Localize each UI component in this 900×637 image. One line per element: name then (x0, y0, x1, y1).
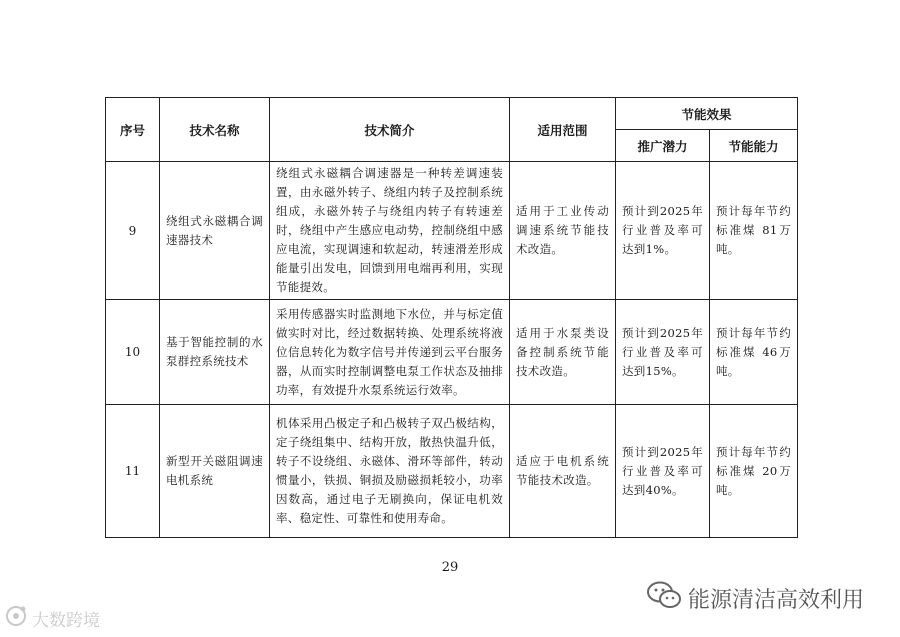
header-effect: 节能效果 (616, 98, 798, 130)
toutiao-logo-icon (4, 604, 28, 633)
table-row (106, 405, 798, 538)
watermark-left-text: 大数跨境 (32, 610, 100, 631)
row-tech-name: 基于智能控制的水泵群控系统技术 (166, 335, 263, 368)
header-potential: 推广潜力 (616, 130, 710, 162)
header-name: 技术名称 (160, 98, 270, 162)
row-no: 9 (106, 162, 160, 300)
row-tech-name: 新型开关磁阻调速电机系统 (166, 454, 263, 487)
energy-saving-tech-table (105, 97, 798, 538)
row-scope: 适应于电机系统节能技术改造。 (516, 454, 609, 487)
row-potential: 预计到2025年行业普及率可达到40%。 (622, 444, 703, 497)
row-scope: 适用于水泵类设备控制系统节能技术改造。 (516, 325, 609, 378)
header-capacity: 节能能力 (710, 130, 798, 162)
row-no: 10 (106, 300, 160, 405)
page-number: 29 (441, 560, 459, 575)
row-tech-name: 绕组式永磁耦合调速器技术 (166, 213, 263, 247)
row-tech-intro: 采用传感器实时监测地下水位，并与标定值做实时对比，经过数据转换、处理系统将液位信息转化为数字信号并传递到云平台服务器，从而实时控制调整电泵工作状态及抽排功率，有效提升水泵系统运行效率。 (276, 306, 503, 397)
row-capacity: 预计每年节约标准煤 81万吨。 (716, 204, 792, 256)
row-no: 11 (106, 405, 160, 538)
watermark-right (646, 581, 864, 615)
row-potential: 预计到2025年行业普及率可达到15%。 (622, 325, 703, 378)
row-potential: 预计到2025年行业普及率可达到1%。 (622, 204, 703, 256)
row-scope: 适用于工业传动调速系统节能技术改造。 (516, 204, 609, 256)
row-tech-intro: 绕组式永磁耦合调速器是一种转差调速装置，由永磁外转子、绕组内转子及控制系统组成，永磁外转子与绕组内转子有转速差时，绕组中产生感应电动势，控制绕组中感应电流，实现调速和软起动，转速滑差形成能量引出发电，回馈到用电端再利用，实现节能提效。 (276, 166, 503, 294)
watermark-right-text: 能源清洁高效利用 (688, 587, 865, 613)
row-capacity: 预计每年节约标准煤 20万吨。 (716, 444, 792, 497)
wechat-icon (646, 580, 682, 616)
table-row (106, 300, 798, 405)
watermark-left (4, 605, 100, 631)
row-capacity: 预计每年节约标准煤 46万吨。 (716, 325, 792, 378)
header-no: 序号 (106, 98, 160, 162)
row-tech-intro: 机体采用凸极定子和凸极转子双凸极结构，定子绕组集中、结构开放，散热快温升低，转子不设绕组、永磁体、滑环等部件，转动惯量小，铁损、铜损及励磁损耗较小，功率因数高，通过电子无刷换向，保证电机效率、稳定性、可靠性和使用寿命。 (276, 416, 503, 525)
header-intro: 技术简介 (270, 98, 510, 162)
header-scope: 适用范围 (510, 98, 616, 162)
table-row (106, 162, 798, 300)
